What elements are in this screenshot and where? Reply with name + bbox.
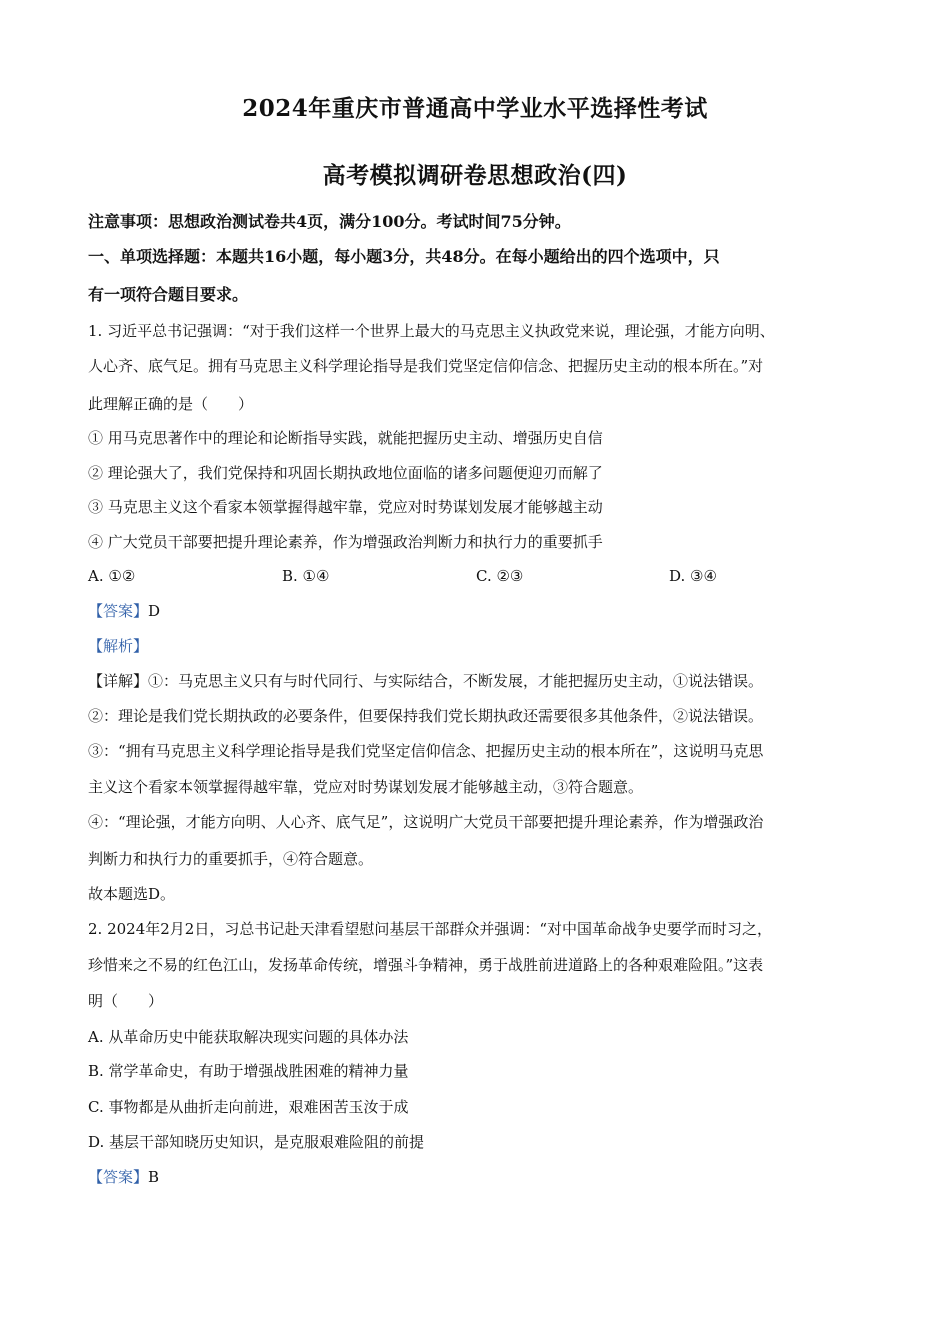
detail-text: ①：马克思主义只有与时代同行、与实际结合，不断发展，才能把握历史主动，①说法错误。 xyxy=(148,672,764,690)
q1-analysis-tag: 【解析】 xyxy=(88,637,149,655)
q2-option-b: B. 常学革命史，有助于增强战胜困难的精神力量 xyxy=(88,1062,409,1080)
q1-detail-line: 主义这个看家本领掌握得越牢靠，党应对时势谋划发展才能够越主动，③符合题意。 xyxy=(88,778,644,796)
answer-value: B xyxy=(148,1168,160,1186)
q1-detail-line: ③：“拥有马克思主义科学理论指导是我们党坚定信仰信念、把握历史主动的根本所在”，这说明马克思 xyxy=(88,742,764,760)
exam-subtitle: 高考模拟调研卷思想政治(四) xyxy=(322,162,628,189)
exam-title: 2024年重庆市普通高中学业水平选择性考试 xyxy=(242,95,708,122)
answer-tag: 【答案】 xyxy=(88,602,149,620)
detail-tag: 【详解】 xyxy=(88,672,149,690)
q2-option-c: C. 事物都是从曲折走向前进，艰难困苦玉汝于成 xyxy=(88,1098,409,1116)
q1-detail-line xyxy=(88,671,763,691)
q2-answer xyxy=(88,1167,159,1187)
q2-stem-line: 珍惜来之不易的红色江山，发扬革命传统，增强斗争精神，勇于战胜前进道路上的各种艰难险阻。”这表 xyxy=(88,956,764,974)
q1-statement-3: ③ 马克思主义这个看家本领掌握得越牢靠，党应对时势谋划发展才能够越主动 xyxy=(88,498,603,516)
q1-detail-line: 判断力和执行力的重要抓手，④符合题意。 xyxy=(88,850,374,868)
q1-statement-2: ② 理论强大了，我们党保持和巩固长期执政地位面临的诸多问题便迎刃而解了 xyxy=(88,464,603,482)
q1-detail-line: ④：“理论强，才能方向明、人心齐、底气足”，这说明广大党员干部要把提升理论素养，作为增强政治 xyxy=(88,813,764,831)
q2-option-d: D. 基层干部知晓历史知识，是克服艰难险阻的前提 xyxy=(88,1133,425,1151)
notice-text: 注意事项：思想政治测试卷共4页，满分100分。考试时间75分钟。 xyxy=(88,212,571,231)
q2-option-a: A. 从革命历史中能获取解决现实问题的具体办法 xyxy=(88,1028,409,1046)
answer-tag: 【答案】 xyxy=(88,1168,149,1186)
q2-stem-line: 明（ ） xyxy=(88,992,164,1010)
q1-answer xyxy=(88,601,160,621)
answer-value: D xyxy=(148,602,161,620)
q1-option-c: C. ②③ xyxy=(476,567,524,585)
q1-conclusion: 故本题选D。 xyxy=(88,885,176,903)
q1-option-b: B. ①④ xyxy=(282,567,330,585)
q1-stem-line: 1. 习近平总书记强调：“对于我们这样一个世界上最大的马克思主义执政党来说，理论强，才能方向明、 xyxy=(88,322,775,340)
q1-option-d: D. ③④ xyxy=(669,567,717,585)
q1-statement-4: ④ 广大党员干部要把提升理论素养，作为增强政治判断力和执行力的重要抓手 xyxy=(88,533,603,551)
q1-option-a: A. ①② xyxy=(88,567,136,585)
q1-statement-1: ① 用马克思著作中的理论和论断指导实践，就能把握历史主动、增强历史自信 xyxy=(88,429,603,447)
q1-stem-line: 此理解正确的是（ ） xyxy=(88,395,254,413)
q1-stem-line: 人心齐、底气足。拥有马克思主义科学理论指导是我们党坚定信仰信念、把握历史主动的根本所在。”对 xyxy=(88,357,764,375)
q2-stem-line: 2. 2024年2月2日，习总书记赴天津看望慰问基层干部群众并强调：“对中国革命战争史要学而时习之， xyxy=(88,920,773,938)
q1-detail-line: ②：理论是我们党长期执政的必要条件，但要保持我们党长期执政还需要很多其他条件，②说法错误。 xyxy=(88,707,764,725)
section-heading-line1: 一、单项选择题：本题共16小题，每小题3分，共48分。在每小题给出的四个选项中，只 xyxy=(88,247,720,266)
section-heading-line2: 有一项符合题目要求。 xyxy=(88,285,249,304)
